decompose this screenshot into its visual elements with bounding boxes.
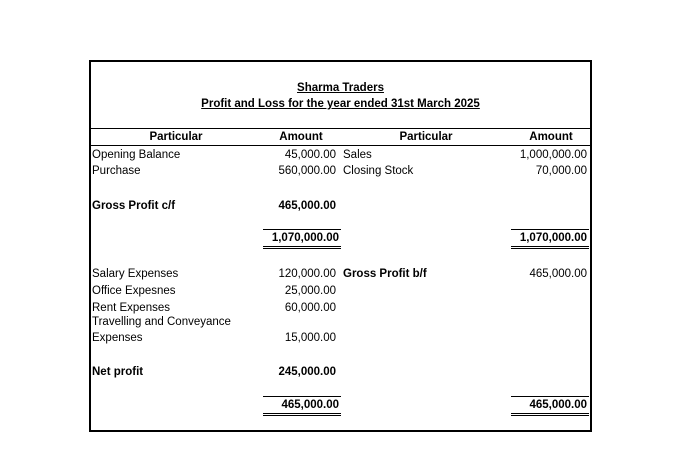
column-header-divider xyxy=(91,145,590,146)
trading-debit-label: Opening Balance xyxy=(92,149,181,161)
gross-profit-bf-amount: 465,000.00 xyxy=(529,268,587,280)
net-profit-amount: 245,000.00 xyxy=(278,366,336,378)
col-left-particular: Particular xyxy=(149,131,203,143)
col-right-particular: Particular xyxy=(399,131,453,143)
pl-debit-label: Expenses xyxy=(92,332,143,344)
trading-total-right: 1,070,000.00 xyxy=(511,229,589,249)
statement-title: Profit and Loss for the year ended 31st March 2025 xyxy=(201,98,480,110)
pl-total-left: 465,000.00 xyxy=(263,396,341,416)
trading-total-left: 1,070,000.00 xyxy=(263,229,341,249)
pl-debit-amount: 60,000.00 xyxy=(284,302,336,314)
trading-credit-amount: 70,000.00 xyxy=(535,165,587,177)
col-right-amount: Amount xyxy=(529,131,573,143)
pl-debit-amount: 25,000.00 xyxy=(284,285,336,297)
trading-debit-label: Purchase xyxy=(92,165,141,177)
trading-debit-amount: 45,000.00 xyxy=(284,149,336,161)
gross-profit-bf-label: Gross Profit b/f xyxy=(343,268,427,280)
trading-debit-amount: 560,000.00 xyxy=(278,165,336,177)
trading-credit-label: Sales xyxy=(343,149,372,161)
profit-loss-statement xyxy=(89,60,592,432)
company-name: Sharma Traders xyxy=(297,82,384,94)
net-profit-label: Net profit xyxy=(92,366,144,378)
gross-profit-cf-amount: 465,000.00 xyxy=(278,200,336,212)
pl-debit-label: Rent Expenses xyxy=(92,302,170,314)
pl-debit-label: Travelling and Conveyance xyxy=(92,316,231,328)
pl-debit-label: Salary Expenses xyxy=(92,268,179,280)
pl-total-right: 465,000.00 xyxy=(511,396,589,416)
pl-debit-amount: 120,000.00 xyxy=(278,268,336,280)
trading-credit-amount: 1,000,000.00 xyxy=(519,149,587,161)
trading-credit-label: Closing Stock xyxy=(343,165,414,177)
gross-profit-cf-label: Gross Profit c/f xyxy=(92,200,176,212)
header-divider xyxy=(91,128,590,129)
col-left-amount: Amount xyxy=(279,131,323,143)
pl-debit-label: Office Expesnes xyxy=(92,285,176,297)
pl-debit-amount: 15,000.00 xyxy=(284,332,336,344)
